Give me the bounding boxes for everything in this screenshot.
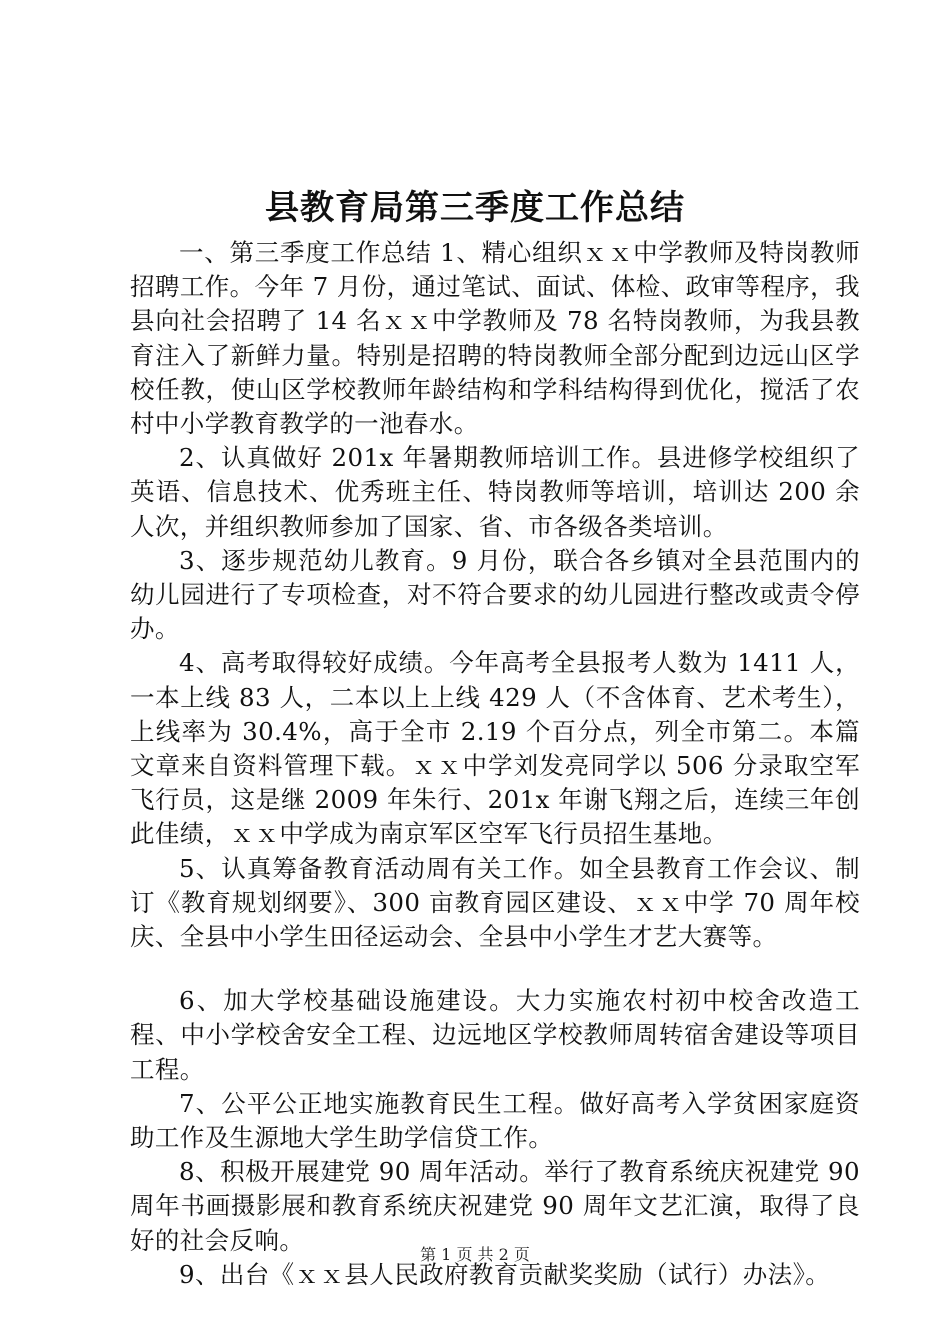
document-body <box>130 236 860 1292</box>
paragraph-9: 9、出台《ｘｘ县人民政府教育贡献奖奖励（试行）办法》。 <box>179 1259 831 1289</box>
paragraph-5: 5、认真筹备教育活动周有关工作。如全县教育工作会议、制订《教育规划纲要》、300 亩教育园区建设、ｘｘ中学 70 周年校庆、全县中小学生田径运动会、全县中小学生才艺大赛等。 <box>130 853 860 952</box>
paragraph-6: 6、加大学校基础设施建设。大力实施农村初中校舍改造工程、中小学校舍安全工程、边远地区学校教师周转宿舍建设等项目工程。 <box>130 986 860 1084</box>
paragraph-4: 4、高考取得较好成绩。今年高考全县报考人数为 1411 人，一本上线 83 人，二本以上上线 429 人（不含体育、艺术考生），上线率为 30.4%，高于全市 2.19 个百分点，列全市第二。本篇文章来自资料管理下载。ｘｘ中学刘发亮同学以 506 分录取空军飞行员，这是继 2009 年朱行、201x 年谢飞翔之后，连续三年创此佳绩，ｘｘ中学成为南京军区空军飞行员招生基地。 <box>130 648 860 849</box>
paragraph-7: 7、公平公正地实施教育民生工程。做好高考入学贫困家庭资助工作及生源地大学生助学信贷工作。 <box>130 1088 860 1153</box>
paragraph-1: 一、第三季度工作总结 1、精心组织ｘｘ中学教师及特岗教师招聘工作。今年 7 月份，通过笔试、面试、体检、政审等程序，我县向社会招聘了 14 名ｘｘ中学教师及 78 名特岗教师，为我县教育注入了新鲜力量。特别是招聘的特岗教师全部分配到边远山区学校任教，使山区学校教师年龄结构和学科结构得到优化，搅活了农村中小学教育教学的一池春水。 <box>130 238 860 439</box>
paragraph-3: 3、逐步规范幼儿教育。9 月份，联合各乡镇对全县范围内的幼儿园进行了专项检查，对不符合要求的幼儿园进行整改或责令停办。 <box>130 545 860 644</box>
page-number-footer: 第 1 页 共 2 页 <box>420 1245 530 1264</box>
document-title: 县教育局第三季度工作总结 <box>265 188 685 228</box>
paragraph-2: 2、认真做好 201x 年暑期教师培训工作。县进修学校组织了英语、信息技术、优秀班主任、特岗教师等培训，培训达 200 余人次，并组织教师参加了国家、省、市各级各类培训。 <box>130 443 860 541</box>
paragraph-8: 8、积极开展建党 90 周年活动。举行了教育系统庆祝建党 90 周年书画摄影展和教育系统庆祝建党 90 周年文艺汇演，取得了良好的社会反响。 <box>130 1157 860 1255</box>
